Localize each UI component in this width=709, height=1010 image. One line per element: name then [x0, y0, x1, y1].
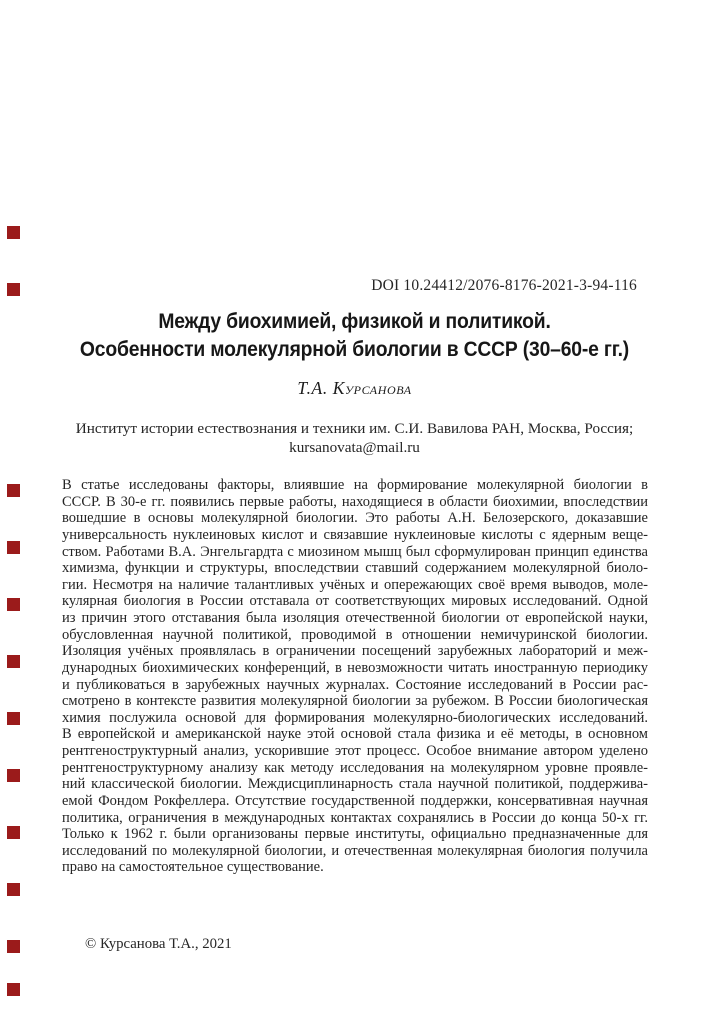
abstract-line: В статье исследованы факторы, влиявшие на формирование молекулярной биологии в [62, 477, 648, 493]
abstract-line: вошедшие в основы молекулярной биологии. Это работы А.Н. Белозерского, доказавшие [62, 510, 648, 527]
abstract-line: рентгеноструктурный анализ, ускорившие этот процесс. Особое внимание автором уделено [62, 743, 648, 759]
affiliation-text: Институт истории естествознания и техники им. С.И. Вавилова РАН, Москва, Россия; [75, 420, 634, 437]
red-square-marker [7, 598, 20, 611]
abstract-line: из причин этого отставания была изоляция отечественной биологии от европейской науки, [62, 610, 648, 626]
abstract-paragraph [62, 477, 648, 876]
abstract-line: право на самостоятельное существование. [62, 859, 324, 876]
abstract-line: Изоляция учёных проявлялась в ограничении посещений зарубежных лабораторий и меж- [62, 643, 648, 660]
abstract-line: гии. Несмотря на наличие талантливых учёных и опережающих своё время выводов, моле- [62, 576, 648, 593]
abstract-line: и публиковаться в зарубежных научных журналах. Состояние исследований в России рас- [62, 676, 648, 693]
red-square-marker [7, 712, 20, 725]
abstract-line: смотрено в контексте развития молекулярной биологии за рубежом. В России биологическая [62, 693, 648, 710]
red-square-marker [7, 883, 20, 896]
abstract-line: политика, ограничения в международных контактах сохранялись в России до конца 50-х гг. [62, 809, 648, 826]
red-square-marker [7, 541, 20, 554]
author-name: Т.А. Курсанова [297, 378, 412, 398]
red-square-marker [7, 484, 20, 497]
author-email: kursanovata@mail.ru [289, 439, 420, 456]
article-title [28, 308, 680, 363]
abstract-line: химизма, функции и структуры, впоследствии ставший содержанием молекулярной биоло- [62, 560, 648, 577]
red-square-marker [7, 769, 20, 782]
abstract-line: дународных биохимических конференций, в невозможности читать иностранную периодику [62, 659, 648, 676]
abstract-line: ний классической биологии. Междисциплинарность стала научной политикой, поддержива- [62, 776, 648, 793]
abstract-line: обусловленная научной политикой, проводимой в отношении немичуринской биологии. [62, 626, 648, 643]
abstract-line: химия послужила основой для формирования молекулярно-биологических исследований. [62, 709, 648, 726]
red-square-marker [7, 983, 20, 996]
red-square-marker [7, 655, 20, 668]
abstract-line: СССР. В 30-е гг. появились первые работы, находящиеся в области биохимии, впоследствии [62, 493, 648, 510]
abstract-line: кулярная биология в России отставала от соответствующих мировых исследований. Одной [62, 593, 648, 610]
abstract-line: универсальность нуклеиновых кислот и связавшие нуклеиновые кислоты с ядерным веще- [62, 526, 648, 543]
abstract-line: емой Фондом Рокфеллера. Отсутствие государственной поддержки, консервативная научная [62, 792, 648, 809]
affiliation-block [0, 419, 709, 457]
abstract-line: рентгеноструктурному анализу как методу исследования на молекулярном уровне проявле- [62, 759, 648, 776]
abstract-line: ством. Работами В.А. Энгельгардта с миозином мышц был сформулирован принцип единства [62, 543, 648, 560]
red-square-marker [7, 226, 20, 239]
article-title-line2: Особенности молекулярной биологии в СССР (30–60-е гг.) [79, 337, 630, 361]
red-square-marker [7, 283, 20, 296]
abstract-line: Только к 1962 г. были организованы первые институты, официально предназначенные для [62, 826, 648, 843]
copyright-notice: © Курсанова Т.А., 2021 [85, 936, 232, 952]
article-title-line1: Между биохимией, физикой и политикой. [158, 310, 551, 333]
doi-text: DOI 10.24412/2076-8176-2021-3-94-116 [371, 277, 637, 294]
abstract-line: исследований по молекулярной биологии, и отечественная молекулярная биология получила [62, 842, 648, 859]
red-square-marker [7, 826, 20, 839]
abstract-line: В европейской и американской науке этой основой стала физика и её методы, в основном [62, 726, 648, 743]
red-square-marker [7, 940, 20, 953]
